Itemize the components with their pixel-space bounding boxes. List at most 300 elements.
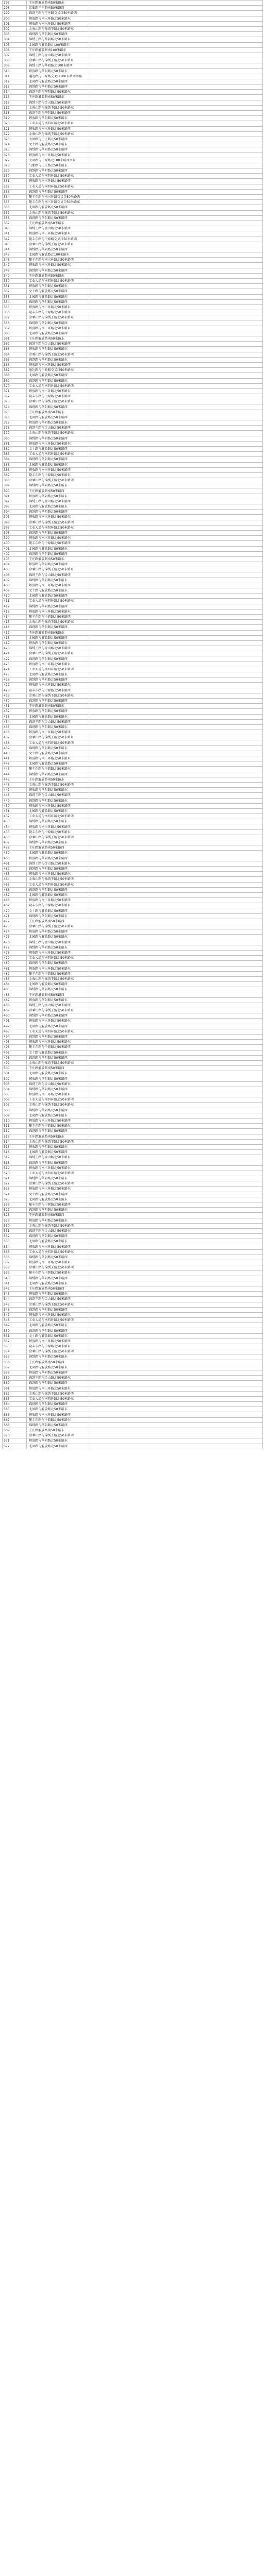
row-empty-cell [90, 604, 263, 609]
row-empty-cell [90, 578, 263, 583]
row-number: 475 [3, 935, 27, 940]
row-number: 457 [3, 840, 27, 845]
row-empty-cell [90, 215, 263, 221]
row-empty-cell [90, 131, 263, 137]
table-row [3, 26, 263, 31]
row-empty-cell [90, 767, 263, 772]
row-empty-cell [90, 1081, 263, 1087]
table-row [3, 662, 263, 667]
row-empty-cell [90, 966, 263, 971]
row-empty-cell [90, 1365, 263, 1370]
table-row [3, 1323, 263, 1328]
row-number: 546 [3, 1307, 27, 1312]
row-empty-cell [90, 588, 263, 594]
table-row [3, 158, 263, 163]
row-empty-cell [90, 1307, 263, 1312]
table-row [3, 719, 263, 724]
table-row [3, 399, 263, 404]
row-number: 447 [3, 788, 27, 793]
table-row [3, 683, 263, 688]
row-number: 329 [3, 168, 27, 174]
row-empty-cell [90, 1103, 263, 1108]
row-number: 453 [3, 819, 27, 824]
row-empty-cell [90, 263, 263, 268]
row-number: 383 [3, 452, 27, 457]
row-location: 解放路与南三环路北50米路东 [27, 152, 90, 158]
table-row [3, 604, 263, 609]
row-number: 379 [3, 431, 27, 436]
table-row [3, 919, 263, 924]
table-row [3, 866, 263, 871]
row-location: 北园路与解放路北50米路东 [27, 1197, 90, 1202]
table-row [3, 829, 263, 835]
row-empty-cell [90, 236, 263, 242]
table-row [3, 1150, 263, 1155]
table-row [3, 997, 263, 1003]
row-location: 解放路与南三环路北50米路东 [27, 231, 90, 236]
row-empty-cell [90, 105, 263, 110]
table-row [3, 58, 263, 63]
row-location: 工业大道与南四环路北50米路东 [27, 1249, 90, 1255]
row-number: 366 [3, 362, 27, 367]
row-empty-cell [90, 835, 263, 840]
row-empty-cell [90, 42, 263, 47]
row-empty-cell [90, 231, 263, 236]
row-number: 492 [3, 1024, 27, 1029]
table-row [3, 205, 263, 210]
row-empty-cell [90, 1208, 263, 1213]
row-location: 锦绣王路与金山路北50米路西 [27, 646, 90, 651]
row-location: 锦绣路与华阴路北50米路西 [27, 551, 90, 556]
row-number: 459 [3, 851, 27, 856]
row-number: 440 [3, 751, 27, 756]
row-location: 北园路与解放路北50米路东 [27, 1239, 90, 1244]
row-location: 文十路与解放路北50米路西 [27, 908, 90, 913]
row-location: 北园路与解放路北50米路西 [27, 982, 90, 987]
row-location: 聚丰东路与中原路北50米路东 [27, 767, 90, 772]
row-number: 466 [3, 887, 27, 892]
row-location: 解放路与华阴路北50米路西 [27, 856, 90, 861]
table-row [3, 625, 263, 630]
row-empty-cell [90, 226, 263, 231]
row-location: 金乘山路与锦绣王路北50米路西 [27, 1265, 90, 1270]
row-empty-cell [90, 1071, 263, 1076]
row-location: 解放路与南三环路北50米路东 [27, 609, 90, 614]
row-number: 419 [3, 640, 27, 646]
row-empty-cell [90, 872, 263, 877]
table-row [3, 32, 263, 37]
row-location: 王庄路解放路南100米路东 [27, 47, 90, 53]
table-row [3, 772, 263, 777]
row-empty-cell [90, 866, 263, 871]
table-row [3, 872, 263, 877]
table-row [3, 499, 263, 504]
row-location: 金乘山路与锦绣王路北50米路西 [27, 1181, 90, 1187]
table-row [3, 672, 263, 677]
row-location: 北园路与解放路北50米路西 [27, 1024, 90, 1029]
table-row [3, 1171, 263, 1176]
row-number: 301 [3, 21, 27, 26]
row-number: 388 [3, 478, 27, 483]
row-number: 534 [3, 1244, 27, 1249]
row-location: 锦绣路与华阴路北50米路西 [27, 32, 90, 37]
row-location: 锦绣路与华阴路北50米路西 [27, 299, 90, 304]
row-empty-cell [90, 1381, 263, 1386]
row-number: 438 [3, 740, 27, 745]
row-number: 362 [3, 342, 27, 347]
row-empty-cell [90, 950, 263, 955]
row-empty-cell [90, 1113, 263, 1118]
row-empty-cell [90, 903, 263, 908]
row-empty-cell [90, 84, 263, 90]
row-number: 522 [3, 1181, 27, 1187]
row-empty-cell [90, 53, 263, 58]
table-row [3, 1354, 263, 1360]
row-empty-cell [90, 1433, 263, 1438]
table-row [3, 105, 263, 110]
row-empty-cell [90, 840, 263, 845]
row-number: 369 [3, 378, 27, 383]
row-location: 北园路与解放路北50米路东 [27, 294, 90, 299]
row-location: 锦绣王路与金山路北50米路西 [27, 572, 90, 578]
row-empty-cell [90, 200, 263, 205]
row-empty-cell [90, 1029, 263, 1034]
row-number: 409 [3, 588, 27, 594]
row-empty-cell [90, 242, 263, 247]
row-empty-cell [90, 1139, 263, 1144]
row-number: 513 [3, 1134, 27, 1139]
row-location: 工业大道与南四环路北50米路东 [27, 599, 90, 604]
row-location: 锦绣路与华阴路北50米路东 [27, 1354, 90, 1360]
row-location: 大园路与王庄路北50米路西 [27, 137, 90, 142]
row-location: 金乘山路与锦绣王路北50米路东 [27, 399, 90, 404]
row-location: 解放路与南三环路北50米路东 [27, 304, 90, 310]
row-location: 锦绣路与华阴路北50米路西 [27, 147, 90, 152]
row-location: 聚丰东路与南三环路交叉口50米路西 [27, 194, 90, 199]
row-number: 378 [3, 426, 27, 431]
table-row [3, 273, 263, 278]
row-number: 490 [3, 1013, 27, 1019]
row-location: 解放路与南三环路北50米路东 [27, 1187, 90, 1192]
row-number: 533 [3, 1239, 27, 1244]
row-location: 北园路与解放路北50米路东 [27, 714, 90, 719]
row-empty-cell [90, 782, 263, 787]
row-empty-cell [90, 1412, 263, 1417]
row-location: 红旗路王庄路南50米路西 [27, 6, 90, 11]
table-row [3, 404, 263, 410]
row-location: 锦绣王路与金山路北50米路西 [27, 793, 90, 798]
row-empty-cell [90, 709, 263, 714]
row-location: 聚丰东路与中原路北50米路东 [27, 1270, 90, 1276]
table-row [3, 730, 263, 735]
row-empty-cell [90, 258, 263, 263]
table-row [3, 1381, 263, 1386]
row-number: 355 [3, 304, 27, 310]
row-number: 479 [3, 956, 27, 961]
table-row [3, 472, 263, 478]
table-row [3, 1008, 263, 1013]
row-number: 432 [3, 709, 27, 714]
table-row [3, 1055, 263, 1060]
row-location: 解放路与南三环路北50米路东 [27, 872, 90, 877]
row-number: 562 [3, 1391, 27, 1396]
table-body [3, 1, 263, 1449]
row-number: 435 [3, 724, 27, 730]
row-location: 锦绣路与华阴路北50米路东 [27, 987, 90, 992]
row-number: 394 [3, 510, 27, 515]
row-number: 328 [3, 163, 27, 168]
row-location: 聚丰东路与中原路北50米路东 [27, 829, 90, 835]
table-row [3, 1118, 263, 1123]
row-empty-cell [90, 772, 263, 777]
row-number: 351 [3, 284, 27, 289]
row-number: 454 [3, 824, 27, 829]
row-empty-cell [90, 16, 263, 21]
row-empty-cell [90, 315, 263, 320]
row-location: 北园路与解放路北50米路西 [27, 1444, 90, 1449]
row-location: 金乘山路与锦绣王路北50米路西 [27, 520, 90, 525]
table-row [3, 189, 263, 194]
row-empty-cell [90, 362, 263, 367]
table-row [3, 1412, 263, 1417]
table-row [3, 851, 263, 856]
row-location: 解放路与南三环路北50米路西 [27, 803, 90, 808]
row-number: 305 [3, 42, 27, 47]
row-number: 527 [3, 1208, 27, 1213]
row-number: 411 [3, 599, 27, 604]
table-row [3, 11, 263, 16]
row-number: 365 [3, 357, 27, 362]
row-number: 340 [3, 226, 27, 231]
table-row [3, 315, 263, 320]
row-empty-cell [90, 698, 263, 703]
row-location: 锦绣路与华阴路北50米路东 [27, 798, 90, 803]
row-number: 510 [3, 1118, 27, 1123]
row-location: 锦绣路与华阴路北50米路西 [27, 1328, 90, 1333]
row-location: 王庄路解放路南50米路东 [27, 273, 90, 278]
row-location: 锦绣路与华阴路北50米路东 [27, 913, 90, 919]
table-row [3, 913, 263, 919]
row-location: 北园路与解放路北50米路东 [27, 1281, 90, 1286]
table-row [3, 693, 263, 698]
row-empty-cell [90, 594, 263, 599]
table-row [3, 84, 263, 90]
table-row [3, 1281, 263, 1286]
row-number: 326 [3, 152, 27, 158]
table-row [3, 887, 263, 892]
row-location: 锦绣路与华阴路北50米路西 [27, 625, 90, 630]
table-row [3, 814, 263, 819]
row-number: 512 [3, 1129, 27, 1134]
table-row [3, 1124, 263, 1129]
row-number: 298 [3, 6, 27, 11]
row-number: 335 [3, 200, 27, 205]
table-row [3, 168, 263, 174]
table-row [3, 1208, 263, 1213]
row-location: 锦绣路与华阴路北50米路西 [27, 656, 90, 662]
row-location: 锦绣路与华阴路北50米路西 [27, 1160, 90, 1165]
row-number: 484 [3, 982, 27, 987]
table-row [3, 892, 263, 897]
row-location: 锦绣路与华阴路北50米路西 [27, 604, 90, 609]
table-row [3, 121, 263, 126]
row-location: 解放路与南三环路北50米路西 [27, 730, 90, 735]
table-row [3, 1071, 263, 1076]
row-location: 北园路与解放路北50米路西 [27, 1150, 90, 1155]
row-empty-cell [90, 420, 263, 426]
row-empty-cell [90, 331, 263, 336]
row-empty-cell [90, 1244, 263, 1249]
row-number: 529 [3, 1218, 27, 1223]
table-row [3, 1202, 263, 1207]
table-row [3, 1144, 263, 1149]
table-row [3, 47, 263, 53]
table-row [3, 1013, 263, 1019]
row-location: 解放路与华阴路北50米路东 [27, 1292, 90, 1297]
row-number: 558 [3, 1370, 27, 1375]
row-empty-cell [90, 635, 263, 640]
table-row [3, 745, 263, 751]
table-row [3, 426, 263, 431]
row-location: 王庄路解放路南50米路西 [27, 1213, 90, 1218]
row-empty-cell [90, 956, 263, 961]
table-row [3, 709, 263, 714]
row-empty-cell [90, 1040, 263, 1045]
row-empty-cell [90, 1213, 263, 1218]
row-number: 319 [3, 116, 27, 121]
row-location: 金乘山路与锦绣王路北50米路东 [27, 131, 90, 137]
table-row [3, 1333, 263, 1338]
row-location: 解放路与南三环路北50米路西 [27, 179, 90, 184]
row-empty-cell [90, 1060, 263, 1065]
table-row [3, 1297, 263, 1302]
row-number: 461 [3, 861, 27, 866]
table-row [3, 1396, 263, 1401]
table-row [3, 1034, 263, 1039]
table-row [3, 210, 263, 215]
row-number: 389 [3, 483, 27, 488]
row-empty-cell [90, 1239, 263, 1244]
row-location: 解放路与华阴路北50米路西 [27, 709, 90, 714]
table-row [3, 588, 263, 594]
row-location: 北园路与解放路北100米路东 [27, 42, 90, 47]
table-row [3, 1176, 263, 1181]
row-location: 锦绣路与华阴路北50米路西 [27, 510, 90, 515]
row-empty-cell [90, 347, 263, 352]
row-empty-cell [90, 1312, 263, 1317]
row-number: 430 [3, 698, 27, 703]
row-number: 444 [3, 772, 27, 777]
row-empty-cell [90, 394, 263, 399]
row-empty-cell [90, 247, 263, 252]
row-number: 299 [3, 11, 27, 16]
row-number: 480 [3, 961, 27, 966]
row-number: 324 [3, 142, 27, 147]
row-location: 北园路与解放路北50米路东 [27, 546, 90, 551]
row-location: 解放路与南三环路北50米路东 [27, 1260, 90, 1265]
row-empty-cell [90, 614, 263, 619]
row-number: 374 [3, 404, 27, 410]
row-number: 516 [3, 1150, 27, 1155]
row-location: 锦绣路与华阴路北50米路西 [27, 887, 90, 892]
row-location: 王庄路解放路南50米路东 [27, 777, 90, 782]
row-number: 555 [3, 1354, 27, 1360]
row-number: 356 [3, 310, 27, 315]
row-number: 460 [3, 856, 27, 861]
row-empty-cell [90, 110, 263, 115]
row-number: 551 [3, 1333, 27, 1338]
row-location: 解放路与南三环路北50米路东 [27, 662, 90, 667]
table-row [3, 824, 263, 829]
table-row [3, 578, 263, 583]
row-empty-cell [90, 26, 263, 31]
row-location: 北园路与解放路北50米路东 [27, 462, 90, 467]
row-number: 333 [3, 189, 27, 194]
row-empty-cell [90, 1013, 263, 1019]
row-empty-cell [90, 1008, 263, 1013]
row-number: 306 [3, 47, 27, 53]
row-location: 北园路与解放路北50米路西 [27, 331, 90, 336]
row-empty-cell [90, 1265, 263, 1270]
table-row [3, 1260, 263, 1265]
row-location: 锦绣王路与金山路北50米路西 [27, 1003, 90, 1008]
table-row [3, 782, 263, 787]
row-empty-cell [90, 373, 263, 378]
row-empty-cell [90, 1034, 263, 1039]
row-empty-cell [90, 714, 263, 719]
table-row [3, 1218, 263, 1223]
row-empty-cell [90, 1323, 263, 1328]
row-empty-cell [90, 294, 263, 299]
row-empty-cell [90, 997, 263, 1003]
table-row [3, 100, 263, 105]
row-number: 339 [3, 221, 27, 226]
table-row [3, 1276, 263, 1281]
row-empty-cell [90, 478, 263, 483]
row-empty-cell [90, 672, 263, 677]
row-location: 锦绣路与华阴路北50米路西 [27, 215, 90, 221]
row-number: 481 [3, 966, 27, 971]
row-empty-cell [90, 1003, 263, 1008]
row-location: 北园路与解放路北50米路西 [27, 79, 90, 84]
row-number: 508 [3, 1108, 27, 1113]
row-location: 解放路与华阴路北50米路西 [27, 562, 90, 567]
row-number: 315 [3, 95, 27, 100]
table-row [3, 698, 263, 703]
table-row [3, 247, 263, 252]
row-empty-cell [90, 551, 263, 556]
row-empty-cell [90, 1218, 263, 1223]
row-number: 462 [3, 866, 27, 871]
row-location: 锦绣路与华阴路北50米路西 [27, 1255, 90, 1260]
table-row [3, 95, 263, 100]
table-row [3, 856, 263, 861]
row-number: 518 [3, 1160, 27, 1165]
row-empty-cell [90, 987, 263, 992]
row-empty-cell [90, 808, 263, 814]
row-empty-cell [90, 677, 263, 683]
row-empty-cell [90, 1270, 263, 1276]
row-location: 北园路与解放路北50米路西 [27, 373, 90, 378]
row-location: 锦绣王路与金山路北50米路西 [27, 940, 90, 945]
row-empty-cell [90, 399, 263, 404]
row-number: 441 [3, 756, 27, 761]
row-number: 566 [3, 1412, 27, 1417]
row-number: 397 [3, 525, 27, 530]
row-number: 493 [3, 1029, 27, 1034]
row-empty-cell [90, 504, 263, 510]
row-empty-cell [90, 824, 263, 829]
